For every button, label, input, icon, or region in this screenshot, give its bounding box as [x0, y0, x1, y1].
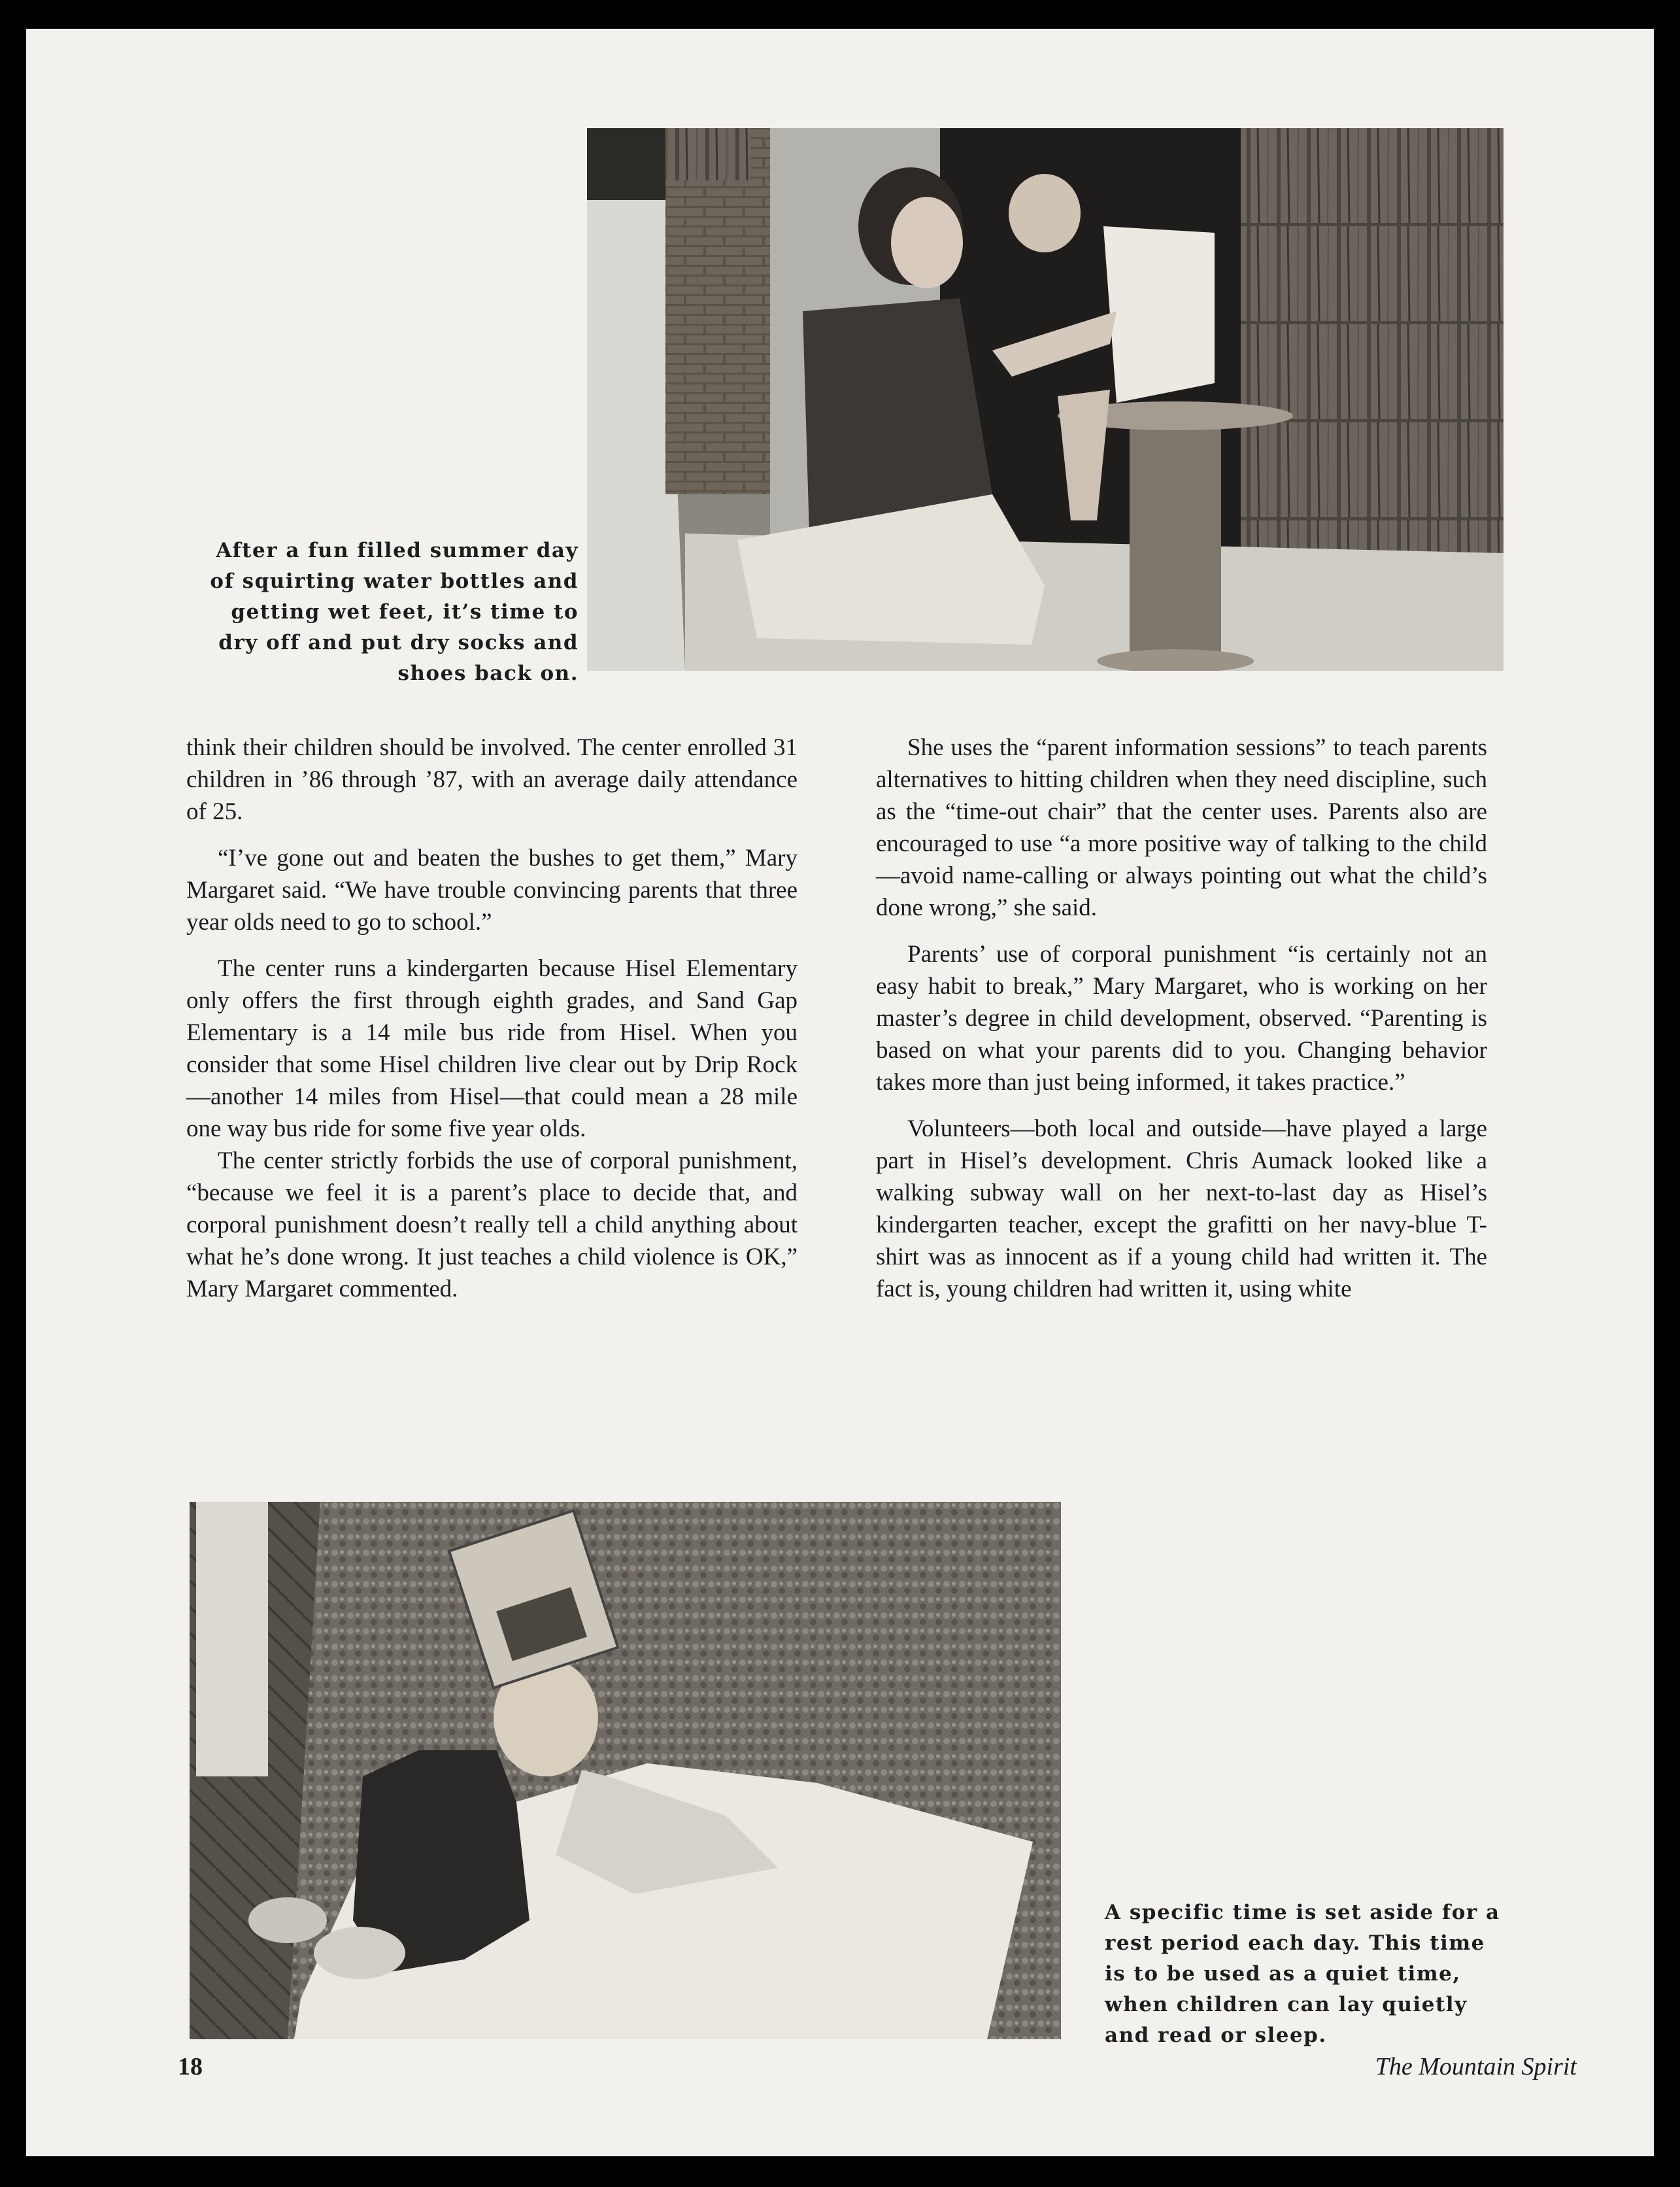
caption-rest-period [1105, 1897, 1523, 2051]
article-paragraph: Parents’ use of corporal punishment “is certainly not an easy habit to break,” Mary Margaret, who is working on her master’s degree in child development, observed. “Parenting is based on what your parents did to you. Changing behavior takes more than just being informed, it takes practice.” [876, 941, 1487, 1096]
article-paragraph: The center strictly forbids the use of corporal punishment, “because we feel it is a parent’s place to decide that, and corporal punishment doesn’t really tell a child anything about what he’s done wrong. It just teaches a child violence is OK,” Mary Margaret commented. [186, 1147, 798, 1302]
article-column-right [876, 732, 1487, 1319]
photo-drying-feet-image [587, 128, 1504, 671]
magazine-title: The Mountain Spirit [1375, 2053, 1577, 2080]
caption-bottom-line: A specific time is set aside for a [1105, 1901, 1500, 1924]
article-paragraph: The center runs a kindergarten because Hisel Elementary only offers the first through eighth grades, and Sand Gap Elementary is a 14 mile bus ride from Hisel. When you consider that some Hisel children live clear out by Drip Rock—another 14 miles from Hisel—that could mean a 28 mile one way bus ride for some five year olds. [186, 955, 798, 1142]
caption-top-line: getting wet feet, it’s time to [231, 600, 579, 624]
photo-rest-period-image [190, 1502, 1061, 2039]
article-paragraph: Volunteers—both local and outside—have played a large part in Hisel’s development. Chris Aumack looked like a walking subway wall on her next-to-last day as Hisel’s kindergarten teacher, except the grafitti on her navy-blue T-shirt was as innocent as if a young child had written it. The fact is, young children had written it, using white [876, 1115, 1487, 1302]
caption-top-line: dry off and put dry socks and [218, 631, 579, 654]
photo-drying-feet [587, 128, 1504, 671]
article-paragraph: think their children should be involved. The center enrolled 31 children in ’86 through ’87, with an average daily attendance of 25. [186, 734, 798, 825]
page-number: 18 [178, 2053, 203, 2080]
photo-rest-period [190, 1502, 1061, 2039]
article-column-left [186, 732, 798, 1319]
caption-bottom-line: when children can lay quietly [1105, 1993, 1468, 2016]
caption-top-line: After a fun filled summer day [216, 539, 579, 562]
caption-drying-feet [196, 535, 579, 689]
article-paragraph: “I’ve gone out and beaten the bushes to get them,” Mary Margaret said. “We have trouble convincing parents that three year olds need to go to school.” [186, 845, 798, 936]
caption-bottom-line: is to be used as a quiet time, [1105, 1962, 1461, 1986]
magazine-page [26, 29, 1654, 2156]
article-paragraph: She uses the “parent information sessions” to teach parents alternatives to hitting children when they need discipline, such as the “time-out chair” that the center uses. Parents also are encouraged to use “a more positive way of talking to the child—avoid name-calling or always pointing out what the child’s done wrong,” she said. [876, 734, 1487, 921]
caption-top-line: of squirting water bottles and [210, 569, 579, 593]
caption-bottom-line: and read or sleep. [1105, 2024, 1327, 2047]
caption-bottom-line: rest period each day. This time [1105, 1931, 1485, 1955]
caption-top-line: shoes back on. [397, 662, 579, 685]
